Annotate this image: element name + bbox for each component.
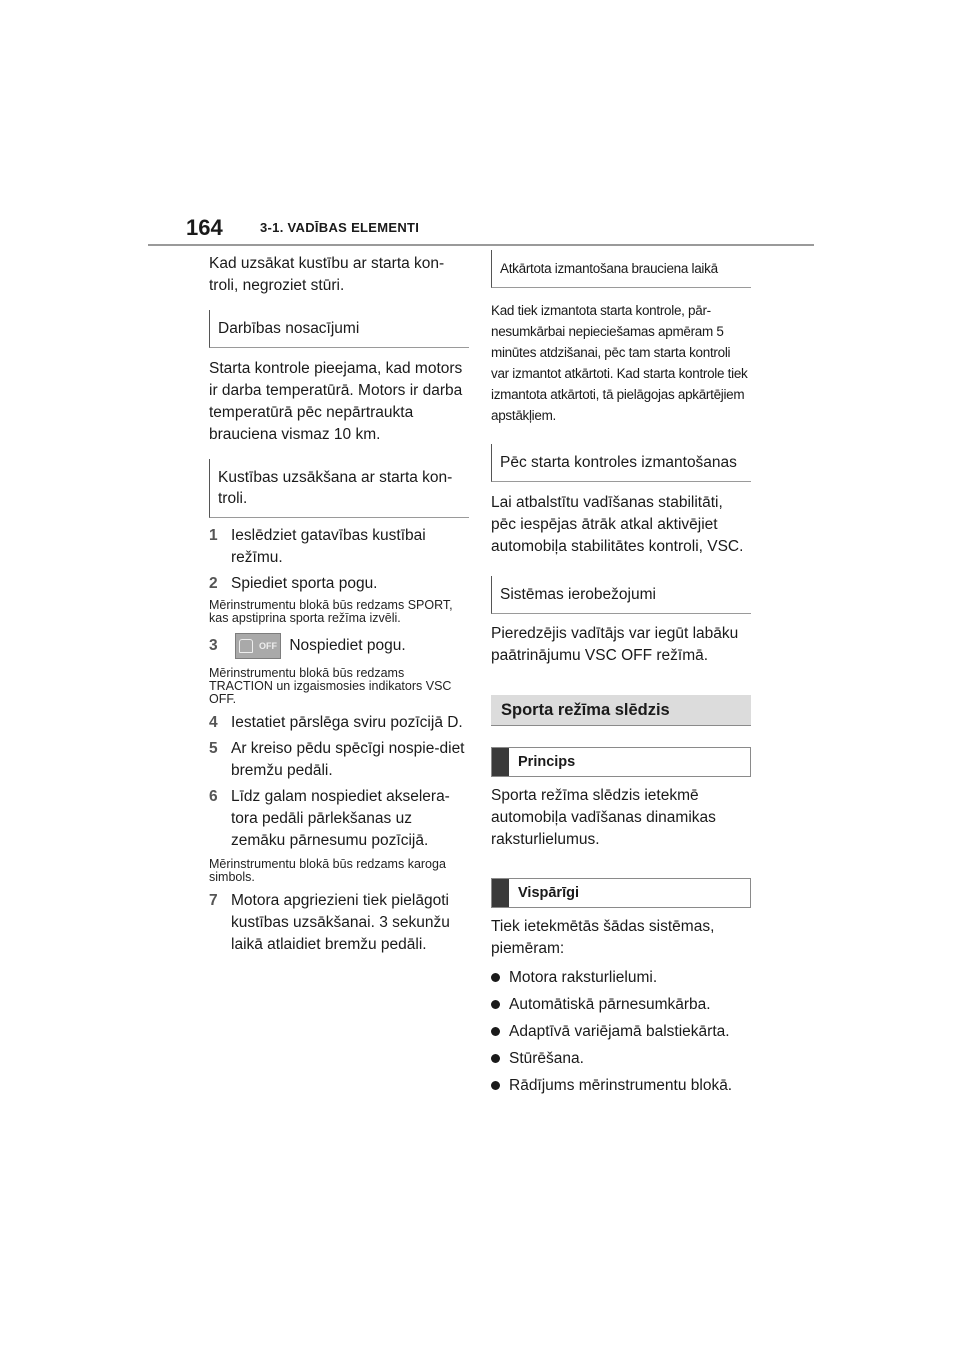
section-heading-sport-mode: Sporta režīma slēdzis (491, 695, 751, 726)
note-sport: Mērinstrumentu blokā būs redzams SPORT, kas apstiprina sporta režīma izvēli. (209, 598, 453, 625)
step-2 (209, 573, 469, 595)
step-7 (209, 890, 469, 956)
bullet-icon (491, 967, 509, 989)
vsc-off-icon: OFF (235, 633, 281, 659)
list-item (491, 994, 751, 1016)
heading-principle (491, 747, 751, 777)
header-divider (148, 244, 814, 246)
step-text: Motora apgriezieni tiek pielāgoti kustības uzsākšanai. 3 sekunžu laikā atlaidiet bremžu pedāli. (231, 892, 450, 953)
step-5 (209, 738, 469, 782)
list-item-text: Rādījums mērinstrumentu blokā. (509, 1077, 733, 1094)
step-3 (209, 633, 469, 659)
list-item (491, 1021, 751, 1043)
step-1 (209, 525, 469, 569)
list-item-text: Adaptīvā variējamā balstiekārta. (509, 1023, 730, 1040)
step-text: Spiediet sporta pogu. (231, 575, 378, 592)
step-text: Nospiediet pogu. (289, 637, 406, 655)
step-4 (209, 712, 469, 734)
step-number: 7 (209, 892, 218, 909)
left-column (209, 250, 469, 956)
after-launch-text: Lai atbalstītu vadīšanas stabilitāti, pēc iespējas ātrāk atkal aktivējiet automobiļa stabilitātes kontroli, VSC. (491, 494, 744, 555)
heading-marker (492, 748, 509, 776)
principle-text: Sporta režīma slēdzis ietekmē automobiļa vadīšanas dinamikas raksturlielumus. (491, 787, 716, 848)
list-item (491, 1075, 751, 1097)
list-item-text: Automātiskā pārnesumkārba. (509, 996, 711, 1013)
chapter-title: 3-1. VADĪBAS ELEMENTI (260, 220, 420, 235)
list-item-text: Motora raksturlielumi. (509, 969, 658, 986)
list-item-text: Stūrēšana. (509, 1050, 584, 1067)
step-text: Līdz galam nospiediet akselera-tora pedāli pārlekšanas uz zemāku pārnesumu pozīcijā. (231, 788, 450, 849)
repeated-use-text: Kad tiek izmantota starta kontrole, pār-nesumkārbai nepieciešamas apmēram 5 minūtes atdzišanai, pēc tam starta kontroli var izmantot atkārtoti. Kad starta kontrole tiek izmantota atkārtoti, tā pielāgojas apkārtējiem apstākļiem. (491, 303, 748, 423)
heading-principle-label: Princips (518, 754, 576, 770)
subheading-system-limits: Sistēmas ierobežojumi (491, 576, 751, 614)
step-number: 4 (209, 714, 218, 731)
heading-general (491, 878, 751, 908)
step-6 (209, 786, 469, 852)
step-number: 2 (209, 575, 218, 592)
subheading-launch-control: Kustības uzsākšana ar starta kon-troli. (209, 459, 469, 518)
step-number: 6 (209, 788, 218, 805)
subheading-operating-conditions: Darbības nosacījumi (209, 310, 469, 348)
right-column (491, 250, 751, 1097)
step-number: 3 (209, 637, 218, 654)
page-header (148, 214, 814, 246)
general-text: Tiek ietekmētās šādas sistēmas, piemēram: (491, 918, 715, 957)
intro-text: Kad uzsākat kustību ar starta kon-troli, negroziet stūri. (209, 255, 445, 294)
operating-conditions-text: Starta kontrole pieejama, kad motors ir darba temperatūrā. Motors ir darba temperatūrā pēc nepārtraukta brauciena vismaz 10 km. (209, 360, 463, 443)
step-number: 1 (209, 527, 218, 544)
step-number: 5 (209, 740, 218, 757)
list-item (491, 967, 751, 989)
step-text: Ar kreiso pēdu spēcīgi nospie-diet bremžu pedāli. (231, 740, 465, 779)
list-item (491, 1048, 751, 1070)
step-text: Ieslēdziet gatavības kustībai režīmu. (231, 527, 426, 566)
page-number: 164 (186, 215, 223, 240)
subheading-repeated-use: Atkārtota izmantošana brauciena laikā (491, 250, 751, 288)
step-text: Iestatiet pārslēga sviru pozīcijā D. (231, 714, 463, 731)
bullet-icon (491, 1021, 509, 1043)
subheading-after-launch: Pēc starta kontroles izmantošanas (491, 444, 751, 482)
note-traction: Mērinstrumentu blokā būs redzams TRACTION un izgaismosies indikators VSC OFF. (209, 666, 452, 706)
bullet-icon (491, 1075, 509, 1097)
bullet-icon (491, 1048, 509, 1070)
system-limits-text: Pieredzējis vadītājs var iegūt labāku paātrinājumu VSC OFF režīmā. (491, 625, 739, 664)
note-flag: Mērinstrumentu blokā būs redzams karoga simbols. (209, 857, 446, 884)
heading-marker (492, 879, 509, 907)
bullet-icon (491, 994, 509, 1016)
heading-general-label: Vispārīgi (518, 885, 579, 901)
